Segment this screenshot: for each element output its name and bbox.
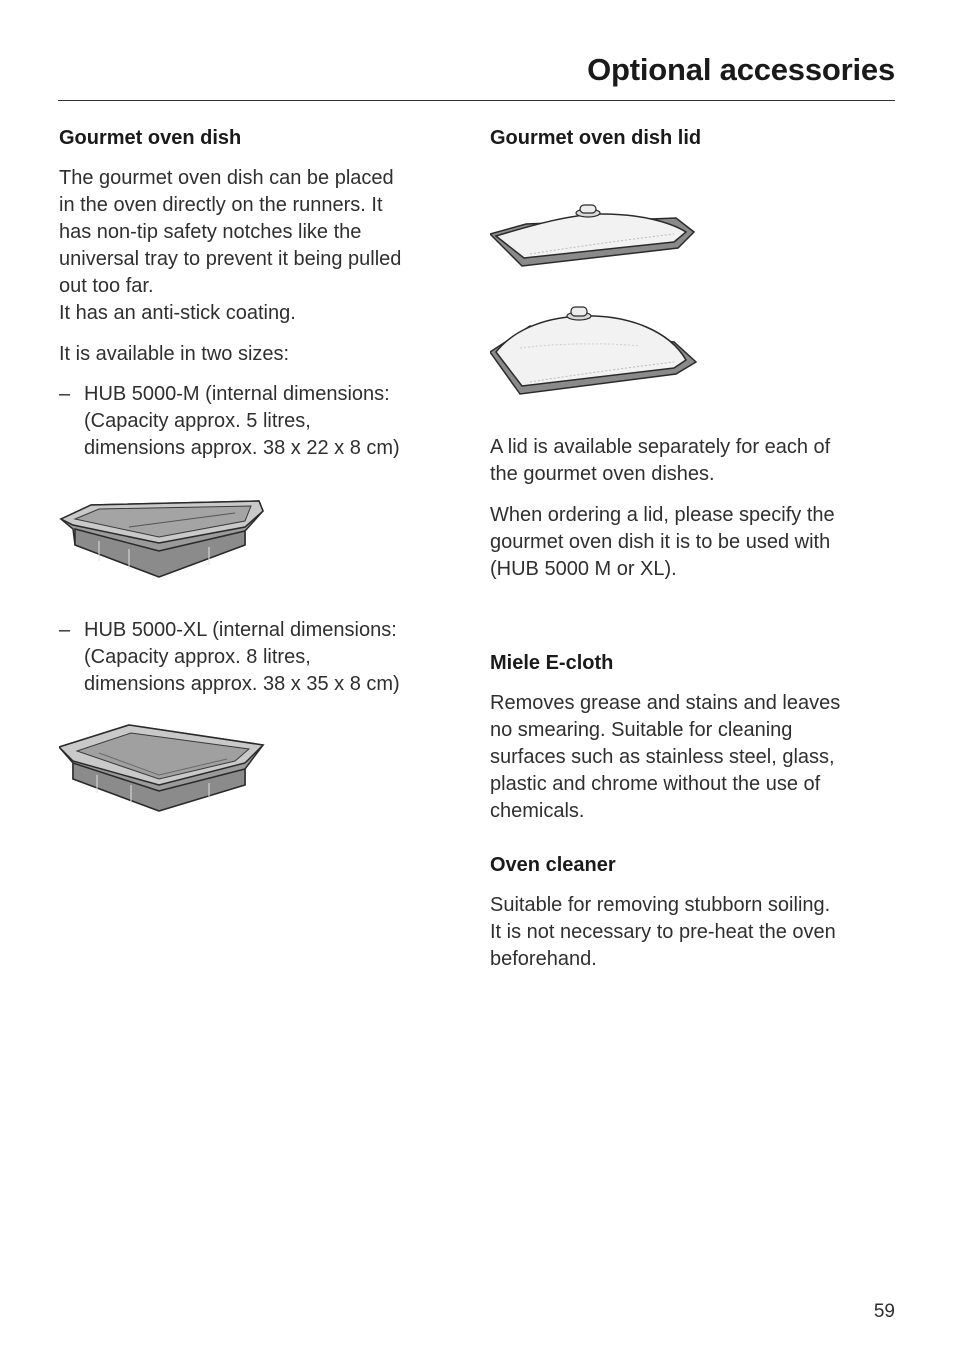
text-line: the gourmet oven dishes. [490, 463, 715, 485]
header-rule [58, 100, 895, 101]
text-line: has non-tip safety notches like the [59, 221, 362, 243]
miele-e-cloth-heading: Miele E-cloth [490, 652, 614, 674]
text-line: plastic and chrome without the use of [490, 773, 821, 795]
text-line: When ordering a lid, please specify the [490, 504, 835, 526]
text-line: It has an anti-stick coating. [59, 302, 296, 324]
text-line: (HUB 5000 M or XL). [490, 558, 677, 580]
gourmet-oven-dish-heading: Gourmet oven dish [59, 127, 242, 149]
text-line: HUB 5000-XL (internal dimensions: [84, 619, 397, 641]
text-line: Removes grease and stains and leaves [490, 692, 841, 714]
page-number: 59 [873, 1301, 895, 1322]
text-line: The gourmet oven dish can be placed [59, 167, 394, 189]
left-column [59, 124, 459, 815]
text-line: beforehand. [490, 948, 597, 970]
text-line: Suitable for removing stubborn soiling. [490, 894, 831, 916]
text-line: (Capacity approx. 8 litres, [84, 646, 311, 668]
text-line: gourmet oven dish it is to be used with [490, 531, 831, 553]
text-line: in the oven directly on the runners. It [59, 194, 383, 216]
sizes-intro: It is available in two sizes: [59, 343, 290, 365]
oven-dish-lid-xl-illustration [490, 302, 900, 402]
text-line: surfaces such as stainless steel, glass, [490, 746, 835, 768]
oven-cleaner-heading: Oven cleaner [490, 854, 616, 876]
text-line: (Capacity approx. 5 litres, [84, 410, 311, 432]
gourmet-oven-dish-intro [59, 165, 459, 327]
page-title: Optional accessories [587, 52, 895, 87]
right-column [490, 124, 900, 973]
text-line: chemicals. [490, 800, 585, 822]
text-line: dimensions approx. 38 x 35 x 8 cm) [84, 673, 400, 695]
oven-cleaner-description [490, 892, 900, 973]
list-item-hub-5000-m [59, 381, 459, 462]
lid-ordering-note [490, 502, 900, 583]
text-line: It is not necessary to pre-heat the oven [490, 921, 836, 943]
list-item-hub-5000-xl [59, 617, 459, 698]
lid-description [490, 434, 900, 488]
gourmet-oven-dish-lid-heading: Gourmet oven dish lid [490, 127, 702, 149]
text-line: dimensions approx. 38 x 22 x 8 cm) [84, 437, 400, 459]
text-line: no smearing. Suitable for cleaning [490, 719, 793, 741]
dash-bullet: – [59, 619, 71, 641]
text-line: universal tray to prevent it being pulled [59, 248, 402, 270]
dash-bullet: – [59, 383, 71, 405]
text-line: out too far. [59, 275, 154, 297]
miele-e-cloth-description [490, 690, 900, 825]
text-line: A lid is available separately for each of [490, 436, 831, 458]
text-line: HUB 5000-M (internal dimensions: [84, 383, 390, 405]
oven-dish-m-illustration [59, 491, 459, 583]
oven-dish-lid-m-illustration [490, 202, 900, 274]
oven-dish-xl-illustration [59, 723, 459, 815]
